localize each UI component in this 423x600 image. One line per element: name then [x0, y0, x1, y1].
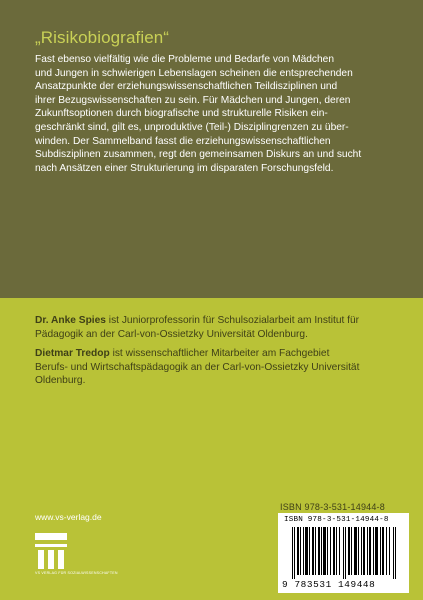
- author-bio: [35, 314, 397, 341]
- author-name: Dietmar Tredop: [35, 348, 110, 360]
- barcode-bars: [292, 527, 398, 579]
- isbn-barcode: [278, 513, 409, 593]
- book-title: „Risikobiografien“: [35, 28, 170, 47]
- barcode-digits: 9 783531 149448: [282, 579, 376, 590]
- publisher-logo: [35, 533, 125, 583]
- cover-top-panel: [0, 0, 423, 298]
- author-name: Dr. Anke Spies: [35, 315, 106, 326]
- author-description: ist wissenschaftlicher Mitarbeiter am Fachgebiet Berufs- und Wirtschaftspädagogik an der Carl-von-Ossietzky Universität Oldenburg.: [35, 348, 360, 387]
- publisher-logo-text: VS VERLAG FÜR SOZIALWISSENSCHAFTEN: [35, 571, 118, 575]
- author-description: ist Juniorprofessorin für Schulsozialarbeit am Institut für Pädagogik an der Carl-von-Ossietzky Universität Oldenburg.: [35, 315, 360, 340]
- isbn-label: ISBN 978-3-531-14944-8: [280, 502, 385, 512]
- barcode-isbn-label: ISBN 978-3-531-14944-8: [284, 516, 389, 524]
- author-bio: [35, 347, 397, 388]
- publisher-website: www.vs-verlag.de: [35, 512, 102, 522]
- vs-verlag-logo-icon: [35, 533, 67, 569]
- author-bios: [35, 314, 397, 394]
- book-blurb: Fast ebenso vielfältig wie die Probleme und Bedarfe von Mädchen und Jungen in schwierigen Lebenslagen scheinen die entsprechenden Ansatzpunkte der erziehungswissenschaftlichen Teildisziplinen und ihrer Bezugswissenschaften zu sein. Für Mädchen und Jungen, deren Zukunftsoptionen durch biografische und strukturelle Risiken ein- geschränkt sind, gilt es, unproduktive (Teil-) Disziplingrenzen zu über- winden. Der Sammelband fasst die erziehungswissenschaftlichen Subdisziplinen zusammen, regt den gemeinsamen Diskurs an und sucht nach Ansätzen einer Strukturierung im disparaten Forschungsfeld.: [35, 54, 362, 174]
